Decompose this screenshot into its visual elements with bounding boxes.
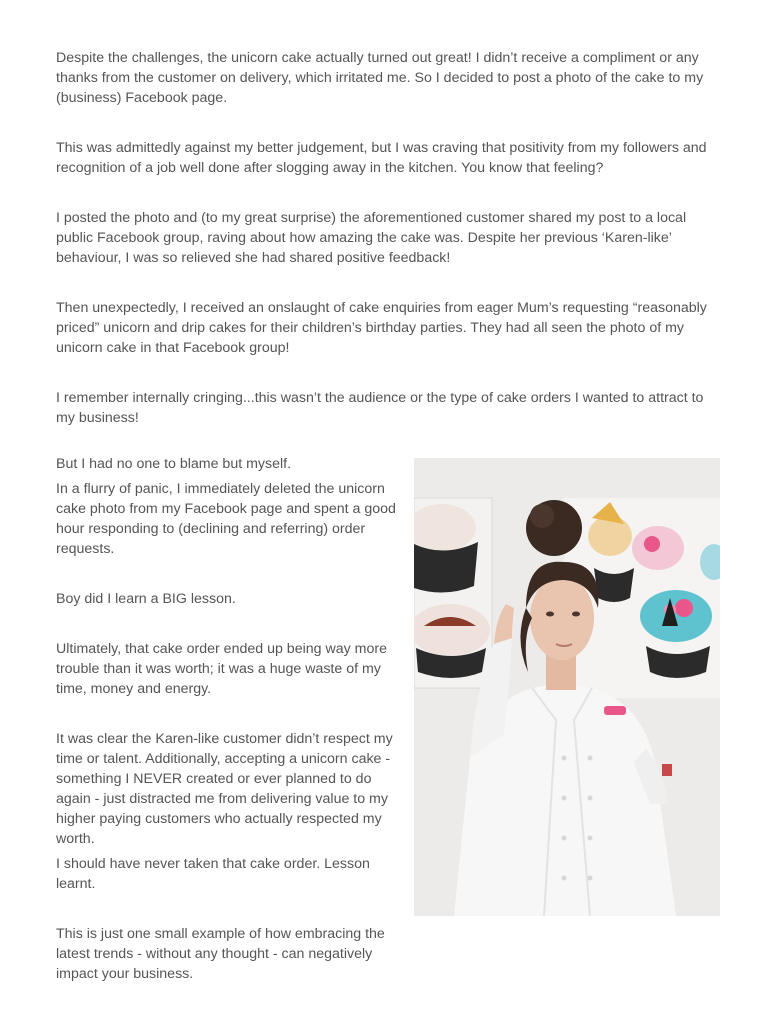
paragraph-4: Then unexpectedly, I received an onslaught of cake enquiries from eager Mum’s requesting “reasonably priced” unicorn and drip cakes for their children’s birthday parties. They had all seen the photo of my unicorn cake in that Facebook group! (56, 300, 707, 356)
paragraph-12: This is just one small example of how embracing the latest trends - without any thought - can negatively impact your business. (56, 926, 385, 982)
paragraph-9: Ultimately, that cake order ended up being way more trouble than it was worth; it was a huge waste of my time, money and energy. (56, 641, 387, 697)
paragraph-7: In a flurry of panic, I immediately deleted the unicorn cake photo from my Facebook page and spent a good hour responding to (declining and referring) order requests. (56, 481, 396, 557)
paragraph-11: I should have never taken that cake order. Lesson learnt. (56, 856, 370, 892)
chef-photo-illustration (414, 458, 720, 916)
chef-portrait-photo (414, 458, 720, 916)
paragraph-10: It was clear the Karen-like customer didn’t respect my time or talent. Additionally, accepting a unicorn cake - something I NEVER created or ever planned to do again - just distracted me from delivering value to my higher paying customers who actually respected my worth. (56, 731, 393, 847)
paragraph-2: This was admittedly against my better judgement, but I was craving that positivity from my followers and recognition of a job well done after slogging away in the kitchen. You know that feeling? (56, 140, 707, 176)
left-cupcake-canvas (414, 498, 492, 688)
paragraph-6: But I had no one to blame but myself. (56, 456, 292, 472)
paragraph-5: I remember internally cringing...this wasn’t the audience or the type of cake orders I wanted to attract to my business! (56, 390, 704, 426)
paragraph-3: I posted the photo and (to my great surprise) the aforementioned customer shared my post to a local public Facebook group, raving about how amazing the cake was. Despite her previous ‘Karen-like’ behaviour, I was so relieved she had shared positive feedback! (56, 210, 687, 266)
paragraph-1: Despite the challenges, the unicorn cake actually turned out great! I didn’t receive a compliment or any thanks from the customer on delivery, which irritated me. So I decided to post a photo of the cake to my (business) Facebook page. (56, 50, 704, 106)
paragraph-8: Boy did I learn a BIG lesson. (56, 591, 236, 607)
